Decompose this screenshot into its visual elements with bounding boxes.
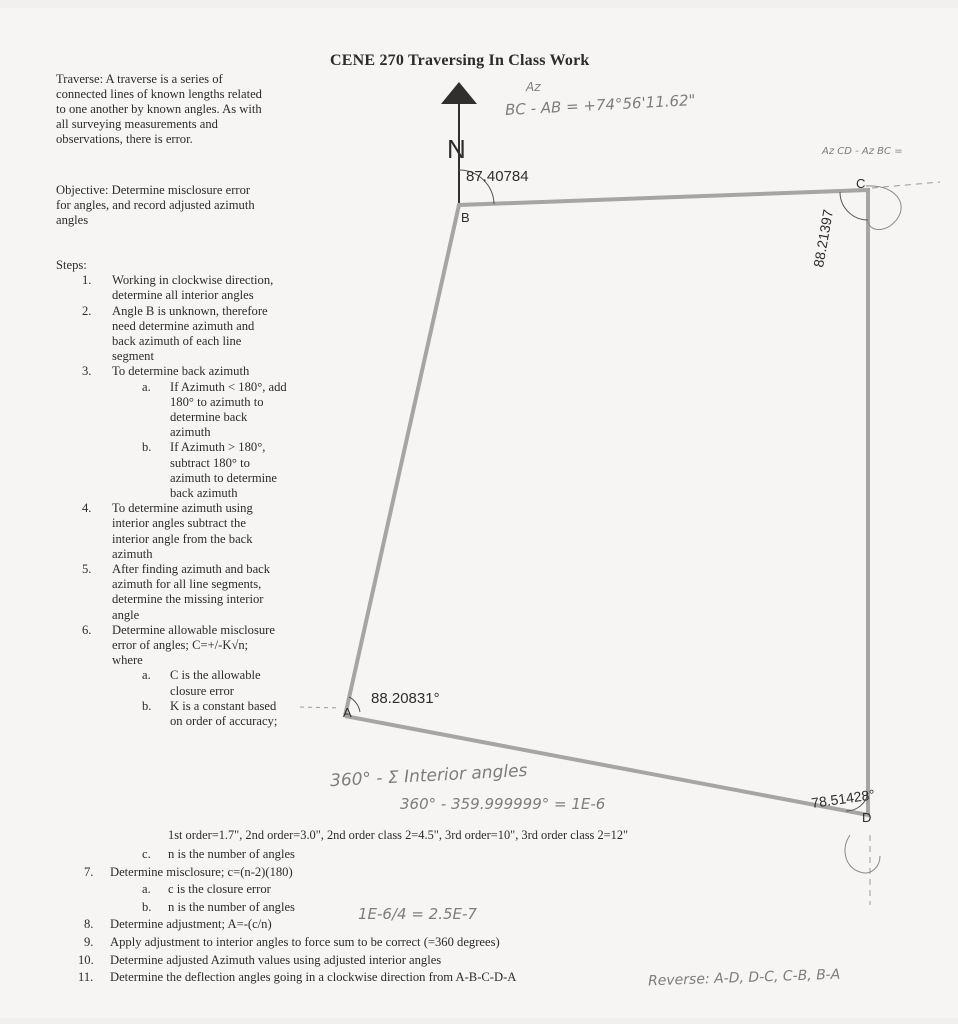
substep-letter: b. <box>142 698 152 713</box>
step-line: need determine azimuth and <box>112 318 255 333</box>
north-label: N <box>447 134 466 164</box>
step-number: 1. <box>82 273 92 288</box>
step-number: 4. <box>82 501 92 516</box>
objective-line: for angles, and record adjusted azimuth <box>56 198 255 212</box>
handwritten-azimuth-note: BC - AB = +74°56'11.62" <box>504 91 696 119</box>
point-label-c: C <box>856 176 866 191</box>
step-number: 11. <box>78 970 94 985</box>
substep-letter: c. <box>142 847 151 861</box>
step-number: 9. <box>84 934 94 949</box>
point-label-b: B <box>461 210 470 225</box>
angle-label-c: 88.21397 <box>810 208 837 269</box>
step-line: Angle B is unknown, therefore <box>112 303 268 318</box>
step-line: azimuth <box>112 546 153 561</box>
substep-letter: b. <box>142 899 152 914</box>
substep-line: 180° to azimuth to <box>170 394 264 409</box>
step-line: error of angles; C=+/-K√n; <box>112 638 249 653</box>
step-line: segment <box>112 349 154 364</box>
handwritten-az-label: Az <box>526 80 541 94</box>
substep-letter: a. <box>142 379 151 394</box>
objective-line: Objective: Determine misclosure error <box>56 183 251 197</box>
substep-line: n is the number of angles <box>168 847 295 861</box>
substep-line: on order of accuracy; <box>170 714 278 729</box>
step-line: where <box>112 653 143 668</box>
step-line: Working in clockwise direction, <box>112 273 274 288</box>
step-number: 10. <box>78 952 94 967</box>
substep-line: determine back <box>170 410 248 425</box>
step-line: Determine adjusted Azimuth values using adjusted interior angles <box>110 952 442 967</box>
step-line: determine all interior angles <box>112 288 254 303</box>
substep-line: If Azimuth < 180°, add <box>170 379 287 394</box>
handwritten-c-note: Az CD - Az BC = <box>822 146 903 157</box>
sketch-extension-a <box>300 707 340 708</box>
substep-letter: b. <box>142 440 152 455</box>
intro-line: Traverse: A traverse is a series of <box>56 72 223 86</box>
step-line: After finding azimuth and back <box>112 562 271 577</box>
angle-label-d: 78.51428° <box>810 786 876 811</box>
substep-line: C is the allowable <box>170 668 261 683</box>
step-line: To determine back azimuth <box>112 364 250 379</box>
step-number: 6. <box>82 622 92 637</box>
substep-line: c is the closure error <box>168 882 271 897</box>
step-line: Determine misclosure; c=(n-2)(180) <box>110 864 293 879</box>
substep-line: n is the number of angles <box>168 899 295 914</box>
intro-line: to one another by known angles. As with <box>56 102 262 116</box>
angle-arc-c <box>840 192 868 220</box>
substep-line: closure error <box>170 683 234 698</box>
point-label-d: D <box>862 810 872 825</box>
step-line: determine the missing interior <box>112 592 264 607</box>
intro-line: observations, there is error. <box>56 132 193 146</box>
handwritten-misclosure-note: 360° - 359.999999° = 1E-6 <box>400 795 606 813</box>
page-title: CENE 270 Traversing In Class Work <box>330 52 590 69</box>
step-line: azimuth for all line segments, <box>112 577 262 592</box>
handwritten-sum-note: 360° - Σ Interior angles <box>329 760 528 792</box>
substep-letter: a. <box>142 882 151 897</box>
substep-line: If Azimuth > 180°, <box>170 440 266 455</box>
step-line: angle <box>112 607 140 622</box>
substep-line: K is a constant based <box>170 698 277 713</box>
substep-line: subtract 180° to <box>170 455 250 470</box>
step-line: Determine adjustment; A=-(c/n) <box>110 917 272 932</box>
step-number: 7. <box>84 864 94 879</box>
substep-line: back azimuth <box>170 486 238 501</box>
substep-line: azimuth to determine <box>170 470 278 485</box>
objective-line: angles <box>56 213 89 227</box>
step-line: Determine the deflection angles going in a clockwise direction from A-B-C-D-A <box>110 970 517 985</box>
point-label-a: A <box>343 705 352 720</box>
north-arrow-icon <box>441 82 477 104</box>
step-line: interior angle from the back <box>112 531 253 546</box>
handwritten-adjustment-note: 1E-6/4 = 2.5E-7 <box>358 905 477 923</box>
step-number: 3. <box>82 364 92 379</box>
angle-label-b: 87.40784 <box>466 168 529 185</box>
order-accuracy-line: 1st order=1.7", 2nd order=3.0", 2nd order class 2=4.5", 3rd order=10", 3rd order class 2=12" <box>168 828 629 842</box>
steps-heading: Steps: <box>56 258 87 272</box>
step-line: Apply adjustment to interior angles to force sum to be correct (=360 degrees) <box>110 934 500 949</box>
sketch-arc-d <box>845 835 880 873</box>
substep-letter: a. <box>142 668 151 683</box>
traverse-lines <box>345 190 868 815</box>
step-number: 5. <box>82 562 92 577</box>
sketch-arc-c <box>866 186 901 230</box>
intro-line: connected lines of known lengths related <box>56 87 262 101</box>
angle-label-a: 88.20831° <box>371 690 440 707</box>
step-number: 8. <box>84 917 94 932</box>
step-number: 2. <box>82 303 92 318</box>
handwritten-reverse-note: Reverse: A-D, D-C, C-B, B-A <box>647 966 841 990</box>
step-line: back azimuth of each line <box>112 334 242 349</box>
step-line: To determine azimuth using <box>112 501 253 516</box>
substep-line: azimuth <box>170 425 211 440</box>
step-line: Determine allowable misclosure <box>112 622 275 637</box>
intro-line: all surveying measurements and <box>56 117 218 131</box>
step-line: interior angles subtract the <box>112 516 246 531</box>
